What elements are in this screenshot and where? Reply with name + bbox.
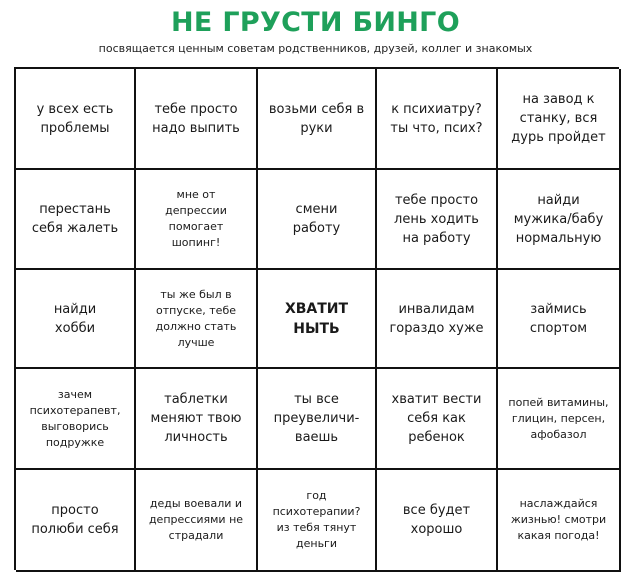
bingo-cell: перестань себя жалеть — [16, 170, 136, 270]
bingo-cell: таблетки меняют твою личность — [136, 369, 258, 470]
bingo-cell: найди хобби — [16, 270, 136, 369]
page-subtitle: посвящается ценным советам родственников, друзей, коллег и знакомых — [98, 42, 533, 55]
bingo-cell: возьми себя в руки — [258, 69, 377, 170]
page-title: НЕ ГРУСТИ БИНГО — [171, 7, 460, 38]
bingo-cell: все будет хорошо — [377, 470, 498, 572]
bingo-cell: смени работу — [258, 170, 377, 270]
bingo-cell: инвалидам гораздо хуже — [377, 270, 498, 369]
bingo-cell: мне от депрессии помогает шопинг! — [136, 170, 258, 270]
bingo-cell: займись спортом — [498, 270, 621, 369]
bingo-cell: к психиатру? ты что, псих? — [377, 69, 498, 170]
bingo-cell: деды воевали и депрессиями не страдали — [136, 470, 258, 572]
bingo-cell: хватит вести себя как ребенок — [377, 369, 498, 470]
bingo-center-cell: ХВАТИТ НЫТЬ — [258, 270, 377, 369]
bingo-cell: у всех есть проблемы — [16, 69, 136, 170]
bingo-cell: просто полюби себя — [16, 470, 136, 572]
bingo-cell: тебе просто лень ходить на работу — [377, 170, 498, 270]
bingo-cell: ты же был в отпуске, тебе должно стать лучше — [136, 270, 258, 369]
bingo-grid — [14, 67, 619, 570]
bingo-cell: наслаждайся жизнью! смотри какая погода! — [498, 470, 621, 572]
bingo-cell: попей витамины, глицин, персен, афобазол — [498, 369, 621, 470]
bingo-cell: тебе просто надо выпить — [136, 69, 258, 170]
bingo-cell: зачем психотерапевт, выговорись подружке — [16, 369, 136, 470]
bingo-cell: год психотерапии? из тебя тянут деньги — [258, 470, 377, 572]
bingo-cell: на завод к станку, вся дурь пройдет — [498, 69, 621, 170]
bingo-cell: ты все преувеличи- ваешь — [258, 369, 377, 470]
bingo-cell: найди мужика/бабу нормальную — [498, 170, 621, 270]
